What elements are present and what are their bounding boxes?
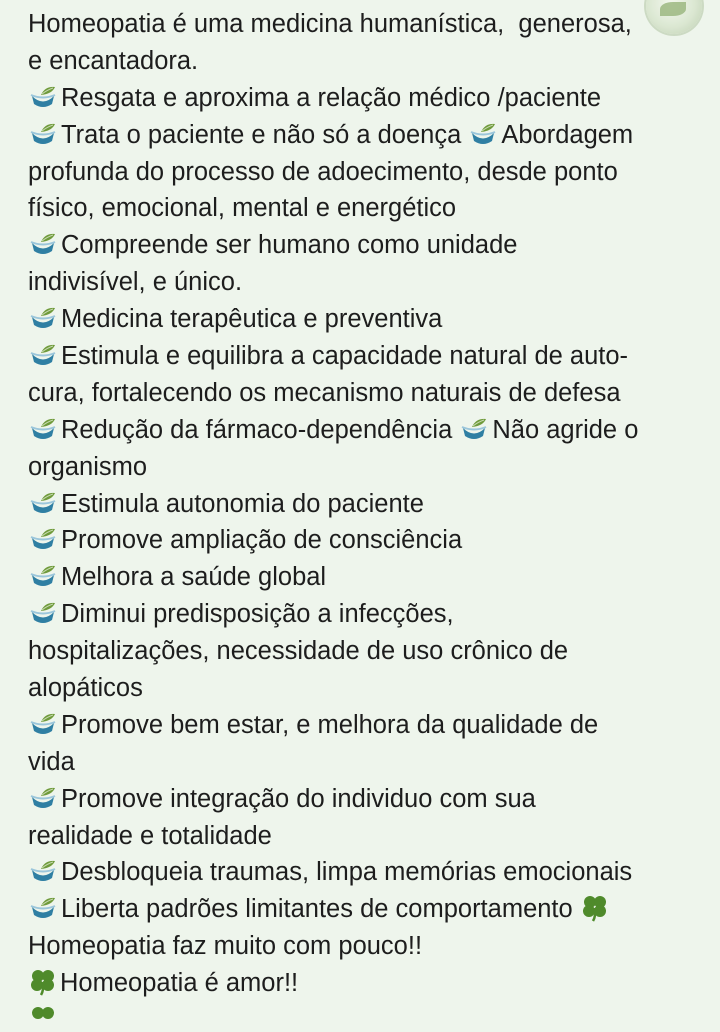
teacup-icon xyxy=(468,122,498,148)
post-line-text: Não agride o xyxy=(492,415,639,444)
post-line-text: hospitalizações, necessidade de uso crônico de xyxy=(28,637,569,666)
clover-icon xyxy=(28,1004,60,1032)
post-line xyxy=(28,965,708,1002)
post-line-text: Melhora a saúde global xyxy=(61,563,327,592)
teacup-icon xyxy=(28,417,58,443)
post-line-text: Desbloqueia traumas, limpa memórias emocionais xyxy=(61,858,633,887)
post-line-text: Promove bem estar, e melhora da qualidade de xyxy=(61,710,599,739)
post-line xyxy=(28,486,708,523)
post-line-text: Medicina terapêutica e preventiva xyxy=(61,305,443,334)
post-line-text: Homeopatia é amor!! xyxy=(60,969,299,998)
teacup-icon xyxy=(28,491,58,517)
clover-icon xyxy=(580,894,610,922)
post-line xyxy=(28,633,708,670)
post-line xyxy=(28,891,708,928)
post-line-text: indivisível, e único. xyxy=(28,268,243,297)
post-line xyxy=(28,43,708,80)
teacup-icon xyxy=(28,85,58,111)
teacup-icon xyxy=(28,564,58,590)
post-line-text: Redução da fármaco-dependência xyxy=(61,415,460,444)
post-line xyxy=(28,928,708,965)
teacup-icon xyxy=(28,306,58,332)
post-line-text: Trata o paciente e não só a doença xyxy=(61,120,469,149)
post-line xyxy=(28,559,708,596)
post-line-text: Homeopatia é uma medicina humanística, generosa, xyxy=(28,10,632,38)
post-line xyxy=(28,412,708,449)
post-line xyxy=(28,449,708,486)
post-line xyxy=(28,522,708,559)
post-line xyxy=(28,596,708,633)
post-line xyxy=(28,264,708,301)
post-line-text: físico, emocional, mental e energético xyxy=(28,194,457,223)
teacup-icon xyxy=(28,601,58,627)
post-line-text: Liberta padrões limitantes de comportamento xyxy=(61,895,580,924)
post-line xyxy=(28,190,708,227)
post-line xyxy=(28,744,708,781)
post-line xyxy=(28,154,708,191)
post-line-text: Homeopatia faz muito com pouco!! xyxy=(28,932,423,961)
post-line-text: vida xyxy=(28,747,75,776)
post-body xyxy=(28,6,708,1002)
post-line-text: Compreende ser humano como unidade xyxy=(61,231,518,260)
post-line-text: Estimula e equilibra a capacidade natural de auto- xyxy=(61,342,629,371)
post-line-text: Promove integração do individuo com sua xyxy=(61,784,536,813)
post-line-text: Estimula autonomia do paciente xyxy=(61,489,424,518)
clover-icon xyxy=(28,968,58,996)
post-line xyxy=(28,707,708,744)
post-line xyxy=(28,227,708,264)
post-line xyxy=(28,6,708,43)
teacup-icon xyxy=(28,527,58,553)
post-line-text: Abordagem xyxy=(501,120,634,149)
post-line xyxy=(28,338,708,375)
post-line-text: Resgata e aproxima a relação médico /paciente xyxy=(61,83,602,112)
post-line-text: alopáticos xyxy=(28,674,143,703)
post-line xyxy=(28,117,708,154)
teacup-icon xyxy=(459,417,489,443)
post-line-text: Diminui predisposição a infecções, xyxy=(61,600,454,629)
teacup-icon xyxy=(28,859,58,885)
post-line xyxy=(28,375,708,412)
teacup-icon xyxy=(28,232,58,258)
post-line xyxy=(28,781,708,818)
post-line xyxy=(28,80,708,117)
post-line xyxy=(28,670,708,707)
post-line-text: organismo xyxy=(28,452,148,481)
post-line xyxy=(28,854,708,891)
post-line-text: e encantadora. xyxy=(28,46,199,75)
post-line-text: profunda do processo de adoecimento, desde ponto xyxy=(28,157,618,186)
post-line xyxy=(28,818,708,855)
teacup-icon xyxy=(28,786,58,812)
teacup-icon xyxy=(28,896,58,922)
teacup-icon xyxy=(28,122,58,148)
teacup-icon xyxy=(28,712,58,738)
post-line-text: cura, fortalecendo os mecanismo naturais de defesa xyxy=(28,378,621,407)
post-line xyxy=(28,301,708,338)
post-line-text: realidade e totalidade xyxy=(28,821,272,850)
post-line-text: Promove ampliação de consciência xyxy=(61,526,463,555)
teacup-icon xyxy=(28,343,58,369)
